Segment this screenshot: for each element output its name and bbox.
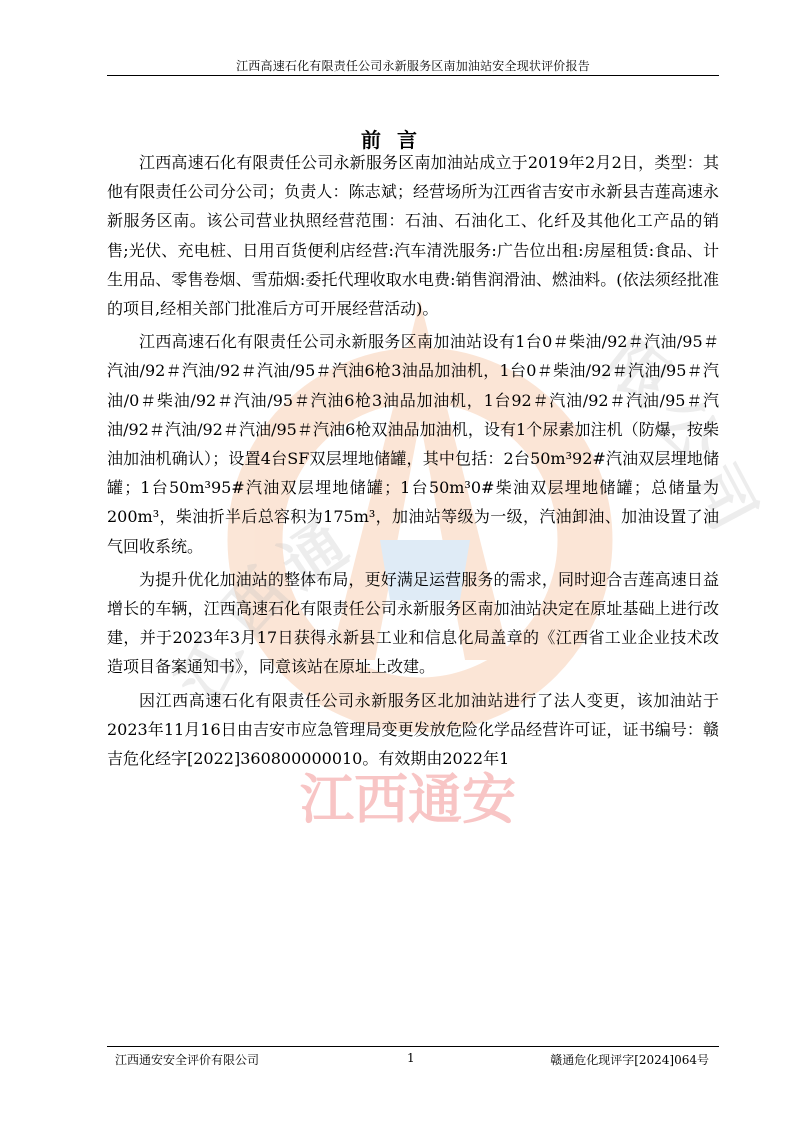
svg-text:江西通安: 江西通安 [300, 768, 516, 831]
section-title: 前言 [361, 128, 433, 152]
svg-text:西: 西 [206, 555, 303, 651]
paragraph-4: 因江西高速石化有限责任公司永新服务区北加油站进行了法人变更，该加油站于2023年11月16日由吉安市应急管理局变更发放危险化学品经营许可证，证书编号：赣吉危化经字[2022]360800000010。有效期由2022年1 [107, 690, 719, 769]
paragraph-2: 江西高速石化有限责任公司永新服务区南加油站设有1台0＃柴油/92＃汽油/95＃汽油/92＃汽油/92＃汽油/95＃汽油6枪3油品加油机，1台0＃柴油/92＃汽油/95＃汽油/0＃柴油/92＃汽油/95＃汽油6枪3油品加油机，1台92＃汽油/92＃汽油/95＃汽油/92＃汽油/92＃汽油/95＃汽油6枪双油品加油机，设有1个尿素加注机（防爆，按柴油加油机确认）；设置4台SF双层埋地储罐，其中包括：2台50m³92#汽油双层埋地储罐；1台50m³95#汽油双层埋地储罐；1台50m³0#柴油双层埋地储罐；总储量为200m³，柴油折半后总容积为175m³，加油站等级为一级，汽油卸油、加油设置了油气回收系统。 [107, 332, 719, 556]
page-number: 1 [407, 1051, 415, 1065]
paragraph-1: 江西高速石化有限责任公司永新服务区南加油站成立于2019年2月2日，类型：其他有限责任公司分公司；负责人：陈志斌；经营场所为江西省吉安市永新县吉莲高速永新服务区南。该公司营业执照经营范围：石油、石油化工、化纤及其他化工产品的销售;光伏、充电桩、日用百货便利店经营:汽车清洗服务:广告位出租:房屋租赁:食品、计生用品、零售卷烟、雪茄烟:委托代理收取水电费:销售润滑油、燃油料。(依法须经批准的项目,经相关部门批准后方可开展经营活动)。 [107, 153, 719, 319]
document-number: 赣通危化现评字[2024]064号 [550, 1053, 709, 1067]
footer-divider [107, 1046, 719, 1047]
paragraph-3: 为提升优化加油站的整体布局，更好满足运营服务的需求，同时迎合吉莲高速日益增长的车辆，江西高速石化有限责任公司永新服务区南加油站决定在原址基础上进行改建，并于2023年3月17日获得永新县工业和信息化局盖章的《江西省工业企业技术改造项目备案通知书》，同意该站在原址上改建。 [107, 569, 719, 677]
footer-company: 江西通安安全评价有限公司 [115, 1053, 260, 1067]
svg-text:公: 公 [638, 382, 735, 478]
watermark-bottom-text [300, 768, 516, 831]
header-divider [107, 75, 719, 76]
page-footer [107, 1051, 719, 1067]
svg-text:江: 江 [163, 623, 258, 713]
svg-text:限: 限 [590, 324, 685, 421]
document-body [107, 148, 719, 777]
svg-text:通: 通 [267, 507, 360, 603]
svg-text:司: 司 [676, 452, 771, 542]
page-header: 江西高速石化有限责任公司永新服务区南加油站安全现状评价报告 [236, 59, 590, 73]
